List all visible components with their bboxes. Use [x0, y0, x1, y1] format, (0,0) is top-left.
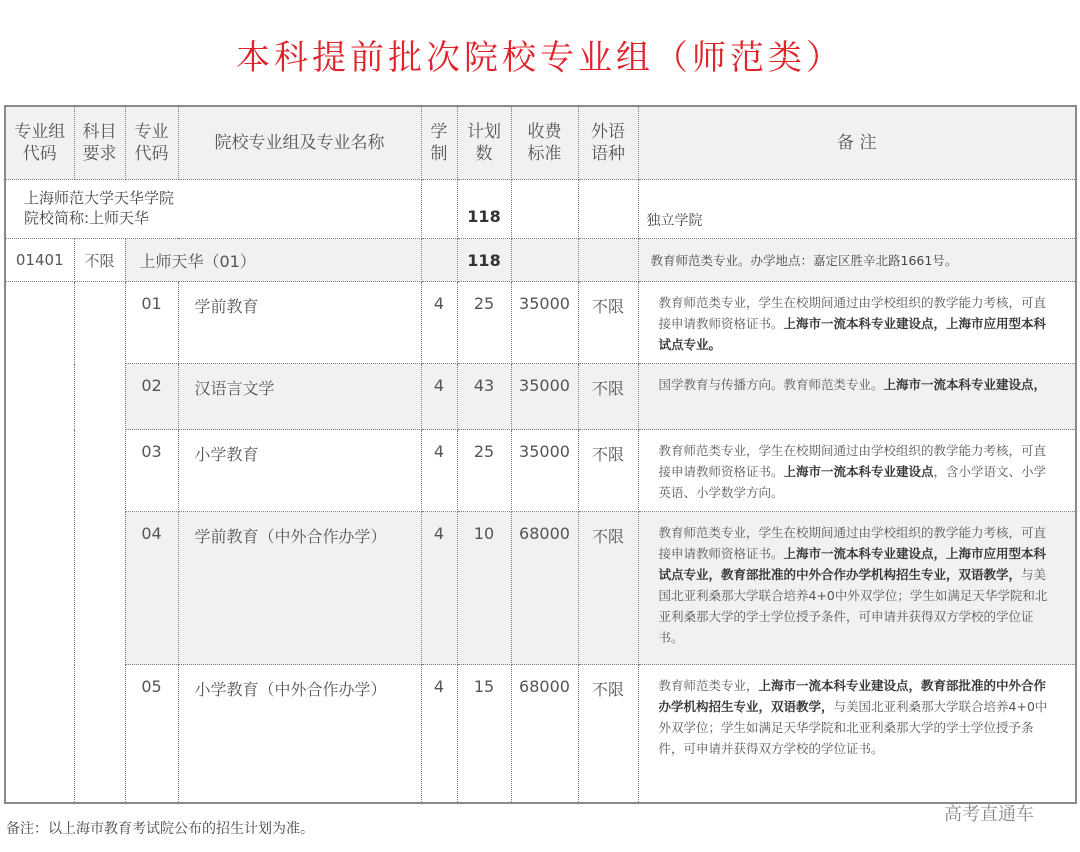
enrollment-plan-table — [4, 105, 1077, 804]
major-name: 学前教育 — [178, 282, 421, 364]
major-code: 02 — [125, 364, 178, 430]
header-plan: 计划 数 — [457, 106, 511, 180]
header-group-code: 专业组 代码 — [5, 106, 74, 180]
header-row — [5, 106, 1076, 180]
major-name: 学前教育（中外合作办学） — [178, 512, 421, 665]
major-duration: 4 — [421, 430, 457, 512]
school-plan: 118 — [457, 180, 511, 239]
school-row — [5, 180, 1076, 239]
major-remark: 国学教育与传播方向。教育师范类专业。上海市一流本科专业建设点， — [638, 364, 1076, 430]
major-plan: 25 — [457, 282, 511, 364]
group-name: 上师天华（01） — [125, 239, 421, 282]
major-row-02 — [5, 364, 1076, 430]
major-remark: 教育师范类专业，学生在校期间通过由学校组织的教学能力考核，可直接申请教师资格证书。上海市一流本科专业建设点，上海市应用型本科试点专业。 — [638, 282, 1076, 364]
major-code: 03 — [125, 430, 178, 512]
major-row-05 — [5, 665, 1076, 803]
major-fee: 68000 — [511, 512, 578, 665]
major-language: 不限 — [578, 512, 638, 665]
major-row-04 — [5, 512, 1076, 665]
major-fee: 35000 — [511, 430, 578, 512]
major-fee: 35000 — [511, 364, 578, 430]
header-fee: 收费 标准 — [511, 106, 578, 180]
major-duration: 4 — [421, 364, 457, 430]
major-fee: 68000 — [511, 665, 578, 803]
school-remark: 独立学院 — [638, 180, 1076, 239]
major-language: 不限 — [578, 665, 638, 803]
footer-note: 备注：以上海市教育考试院公布的招生计划为准。 — [6, 821, 314, 837]
major-duration: 4 — [421, 282, 457, 364]
group-row — [5, 239, 1076, 282]
school-cell — [5, 180, 421, 239]
group-subject-req: 不限 — [74, 239, 125, 282]
watermark: 高考直通车 — [944, 804, 1034, 825]
major-plan: 15 — [457, 665, 511, 803]
major-name: 小学教育 — [178, 430, 421, 512]
header-duration: 学 制 — [421, 106, 457, 180]
header-major-code: 专业 代码 — [125, 106, 178, 180]
major-code: 04 — [125, 512, 178, 665]
major-plan: 43 — [457, 364, 511, 430]
major-row-01 — [5, 282, 1076, 364]
major-remark: 教育师范类专业，学生在校期间通过由学校组织的教学能力考核，可直接申请教师资格证书。上海市一流本科专业建设点，上海市应用型本科试点专业，教育部批准的中外合作办学机构招生专业，双语教学，与美国北亚利桑那大学联合培养4+0中外双学位；学生如满足天华学院和北亚利桑那大学的学士学位授予条件，可申请并获得双方学校的学位证书。 — [638, 512, 1076, 665]
group-remark: 教育师范类专业。办学地点：嘉定区胜辛北路1661号。 — [638, 239, 1076, 282]
header-remarks: 备 注 — [638, 106, 1076, 180]
major-name: 小学教育（中外合作办学） — [178, 665, 421, 803]
major-language: 不限 — [578, 282, 638, 364]
header-subject-req: 科目 要求 — [74, 106, 125, 180]
major-name: 汉语言文学 — [178, 364, 421, 430]
major-language: 不限 — [578, 364, 638, 430]
major-code: 01 — [125, 282, 178, 364]
major-plan: 25 — [457, 430, 511, 512]
group-plan: 118 — [457, 239, 511, 282]
school-short-name: 院校简称:上师天华 — [24, 209, 150, 227]
school-name: 上海师范大学天华学院 — [24, 189, 175, 207]
major-duration: 4 — [421, 512, 457, 665]
major-plan: 10 — [457, 512, 511, 665]
page-title: 本科提前批次院校专业组（师范类） — [236, 38, 844, 78]
major-language: 不限 — [578, 430, 638, 512]
major-fee: 35000 — [511, 282, 578, 364]
major-code: 05 — [125, 665, 178, 803]
major-duration: 4 — [421, 665, 457, 803]
header-name: 院校专业组及专业名称 — [178, 106, 421, 180]
major-remark: 教育师范类专业，上海市一流本科专业建设点，教育部批准的中外合作办学机构招生专业，双语教学，与美国北亚利桑那大学联合培养4+0中外双学位；学生如满足天华学院和北亚利桑那大学的学士学位授予条件，可申请并获得双方学校的学位证书。 — [638, 665, 1076, 803]
major-row-03 — [5, 430, 1076, 512]
major-remark: 教育师范类专业，学生在校期间通过由学校组织的教学能力考核，可直接申请教师资格证书。上海市一流本科专业建设点，含小学语文、小学英语、小学数学方向。 — [638, 430, 1076, 512]
group-code: 01401 — [5, 239, 74, 282]
header-language: 外语 语种 — [578, 106, 638, 180]
